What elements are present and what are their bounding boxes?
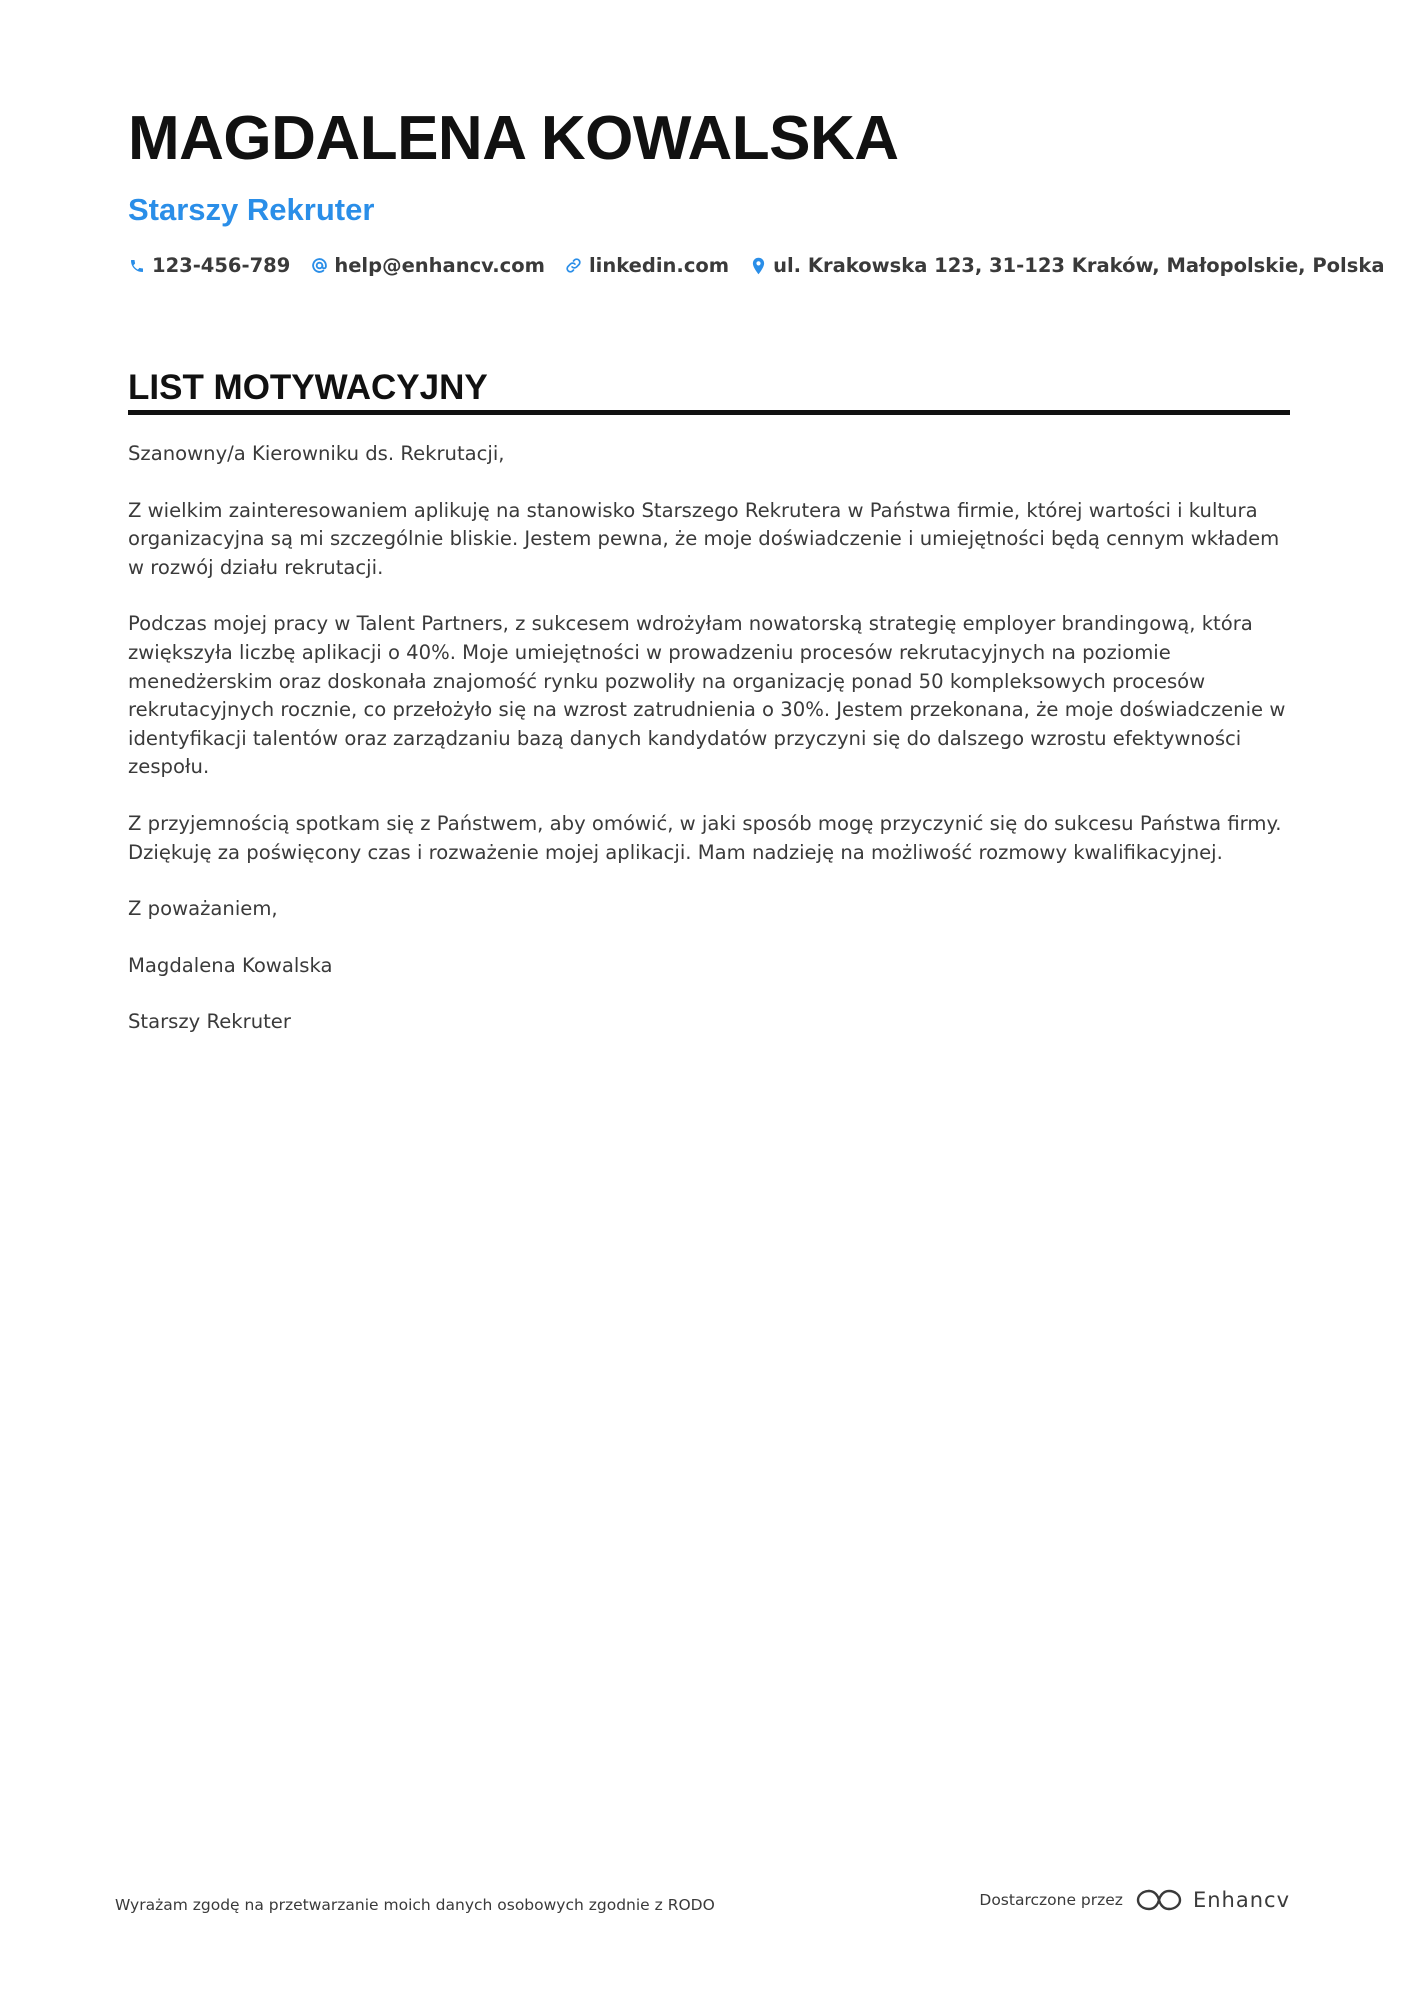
link-icon (565, 257, 583, 275)
candidate-job-title: Starszy Rekruter (128, 192, 375, 227)
contact-email (310, 254, 545, 277)
contact-bar (128, 254, 1404, 277)
phone-icon (128, 257, 146, 275)
letter-closing: Z poważaniem, (128, 897, 278, 921)
letter-paragraph: Z wielkim zainteresowaniem aplikuję na stanowisko Starszego Rekrutera w Państwa firmie, której wartości i kultura organizacyjna są mi szczególnie bliskie. Jestem pewna, że moje doświadczenie i umiejętności będą cennym wkładem w rozwój działu rekrutacji. (128, 498, 1280, 579)
contact-link (565, 254, 729, 277)
letter-salutation: Szanowny/a Kierowniku ds. Rekrutacji, (128, 442, 505, 465)
gdpr-consent-note: Wyrażam zgodę na przetwarzanie moich danych osobowych zgodnie z RODO (115, 1896, 715, 1914)
section-title: LIST MOTYWACYJNY (128, 368, 488, 407)
at-icon (310, 257, 328, 275)
letter-paragraph: Podczas mojej pracy w Talent Partners, z sukcesem wdrożyłam nowatorską strategię employer brandingową, która zwiększyła liczbę aplikacji o 40%. Moje umiejętności w prowadzeniu procesów rekrutacyjnych na poziomie menedżerskim oraz doskonała znajomość rynku pozwoliły na organizację ponad 50 kompleksowych procesów rekrutacyjnych rocznie, co przełożyło się na wzrost zatrudnienia o 30%. Jestem przekonana, że moje doświadczenie w identyfikacji talentów oraz zarządzaniu bazą danych kandydatów przyczyni się do dalszego wzrostu efektywności zespołu. (128, 612, 1286, 779)
contact-address-text: ul. Krakowska 123, 31-123 Kraków, Małopolskie, Polska (773, 254, 1385, 277)
letter-body (128, 440, 1290, 1065)
provided-by-label: Dostarczone przez (979, 1891, 1123, 1909)
contact-email-text[interactable]: help@enhancv.com (334, 254, 545, 277)
contact-phone-text: 123-456-789 (152, 254, 291, 277)
enhancv-logo-icon (1135, 1886, 1183, 1914)
section-divider (128, 410, 1290, 415)
enhancv-logo-text: Enhancv (1192, 1888, 1290, 1912)
letter-signature-title: Starszy Rekruter (128, 1010, 291, 1034)
letter-paragraph: Z przyjemnością spotkam się z Państwem, aby omówić, w jaki sposób mogę przyczynić się do sukcesu Państwa firmy. Dziękuję za poświęcony czas i rozważenie mojej aplikacji. Mam nadzieję na możliwość rozmowy kwalifikacyjnej. (128, 811, 1282, 864)
letter-signature-name: Magdalena Kowalska (128, 953, 333, 977)
map-pin-icon (749, 257, 767, 275)
contact-link-text[interactable]: linkedin.com (588, 254, 730, 277)
footer-branding (979, 1886, 1290, 1914)
contact-address (749, 254, 1384, 277)
candidate-name: MAGDALENA KOWALSKA (128, 104, 899, 173)
contact-phone (128, 254, 290, 277)
